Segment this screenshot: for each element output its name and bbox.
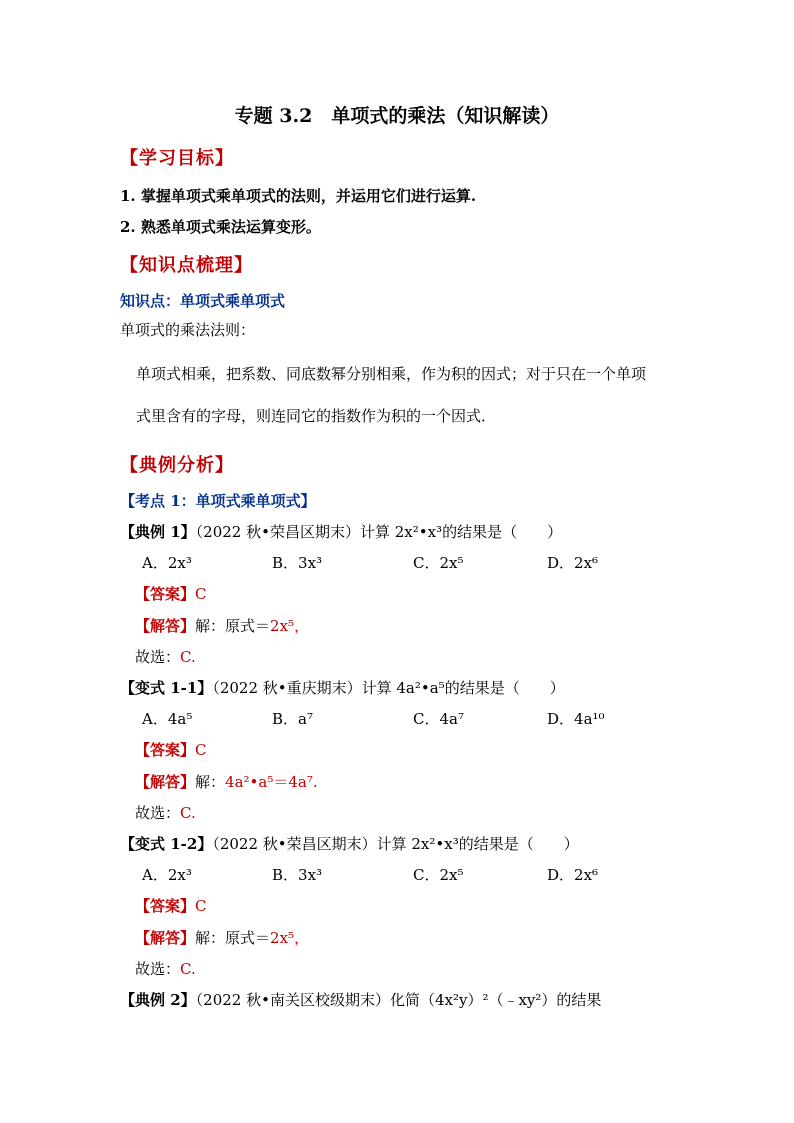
solution-expr: 2x⁵， bbox=[270, 617, 310, 635]
answer-value: C bbox=[195, 897, 207, 915]
example-2-question bbox=[120, 681, 565, 696]
example-2-option-a: A．4a⁵ bbox=[142, 710, 193, 728]
exam-point-title: 【考点 1：单项式乘单项式】 bbox=[120, 492, 316, 510]
solution-label: 【解答】 bbox=[135, 773, 196, 791]
section-heading-goals: 【学习目标】 bbox=[120, 148, 234, 169]
answer-label: 【答案】 bbox=[135, 741, 196, 759]
choice-value: C. bbox=[180, 960, 196, 978]
page-title: 专题 3.2 单项式的乘法（知识解读） bbox=[234, 105, 560, 127]
example-1-question bbox=[120, 525, 562, 540]
example-1-tag: 【典例 1】 bbox=[120, 523, 196, 541]
knowledge-point-title: 知识点：单项式乘单项式 bbox=[120, 292, 286, 310]
example-2-option-d: D．4a¹⁰ bbox=[547, 710, 605, 728]
example-2-option-b: B．a⁷ bbox=[272, 710, 313, 728]
example-3-text: （2022 秋•荣昌区期末）计算 2x²•x³的结果是（ ） bbox=[212, 835, 579, 853]
example-3-choice bbox=[135, 962, 196, 977]
solution-original: 原式＝ bbox=[225, 617, 271, 635]
example-1-answer bbox=[135, 587, 207, 602]
solution-label: 【解答】 bbox=[135, 929, 196, 947]
example-2-solution bbox=[135, 775, 318, 790]
example-4-tag: 【典例 2】 bbox=[120, 991, 196, 1009]
solution-label: 【解答】 bbox=[135, 617, 196, 635]
solution-expr: 2x⁵， bbox=[270, 929, 310, 947]
example-3-option-b: B．3x³ bbox=[272, 866, 323, 884]
solution-jie: 解： bbox=[195, 617, 226, 635]
example-3-tag: 【变式 1-2】 bbox=[120, 835, 213, 853]
example-4-question bbox=[120, 993, 601, 1008]
choice-label: 故选： bbox=[135, 648, 181, 666]
choice-label: 故选： bbox=[135, 960, 181, 978]
example-2-option-c: C．4a⁷ bbox=[413, 710, 464, 728]
section-heading-examples: 【典例分析】 bbox=[120, 455, 234, 476]
example-2-text: （2022 秋•重庆期末）计算 4a²•a⁵的结果是（ ） bbox=[212, 679, 565, 697]
solution-jie: 解： bbox=[195, 929, 226, 947]
example-3-answer bbox=[135, 899, 207, 914]
solution-original: 原式＝ bbox=[225, 929, 271, 947]
solution-jie: 解： bbox=[195, 773, 226, 791]
choice-value: C. bbox=[180, 648, 196, 666]
example-1-option-a: A．2x³ bbox=[142, 554, 192, 572]
example-2-answer bbox=[135, 743, 207, 758]
example-3-option-d: D．2x⁶ bbox=[547, 866, 599, 884]
answer-value: C bbox=[195, 741, 207, 759]
rule-line-1: 单项式相乘，把系数、同底数幂分别相乘，作为积的因式；对于只在一个单项 bbox=[136, 365, 647, 383]
answer-value: C bbox=[195, 585, 207, 603]
example-3-question bbox=[120, 837, 579, 852]
example-1-option-c: C．2x⁵ bbox=[413, 554, 464, 572]
choice-value: C. bbox=[180, 804, 196, 822]
example-2-tag: 【变式 1-1】 bbox=[120, 679, 213, 697]
solution-expr: 4a²•a⁵＝4a⁷. bbox=[225, 773, 318, 791]
example-1-choice bbox=[135, 650, 196, 665]
example-3-option-a: A．2x³ bbox=[142, 866, 192, 884]
example-4-text: （2022 秋•南关区校级期末）化简（4x²y）²（﹣xy²）的结果 bbox=[195, 991, 602, 1009]
example-2-choice bbox=[135, 806, 196, 821]
goal-item-1: 1. 掌握单项式乘单项式的法则，并运用它们进行运算. bbox=[120, 187, 477, 205]
example-1-option-b: B．3x³ bbox=[272, 554, 323, 572]
example-1-solution bbox=[135, 619, 309, 634]
rule-title: 单项式的乘法法则： bbox=[120, 321, 256, 339]
answer-label: 【答案】 bbox=[135, 585, 196, 603]
rule-line-2: 式里含有的字母，则连同它的指数作为积的一个因式． bbox=[136, 407, 497, 425]
answer-label: 【答案】 bbox=[135, 897, 196, 915]
choice-label: 故选： bbox=[135, 804, 181, 822]
section-heading-knowledge: 【知识点梳理】 bbox=[120, 255, 253, 276]
goal-item-2: 2. 熟悉单项式乘法运算变形。 bbox=[120, 218, 321, 236]
example-3-option-c: C．2x⁵ bbox=[413, 866, 464, 884]
example-3-solution bbox=[135, 931, 309, 946]
example-1-option-d: D．2x⁶ bbox=[547, 554, 599, 572]
example-1-text: （2022 秋•荣昌区期末）计算 2x²•x³的结果是（ ） bbox=[195, 523, 563, 541]
